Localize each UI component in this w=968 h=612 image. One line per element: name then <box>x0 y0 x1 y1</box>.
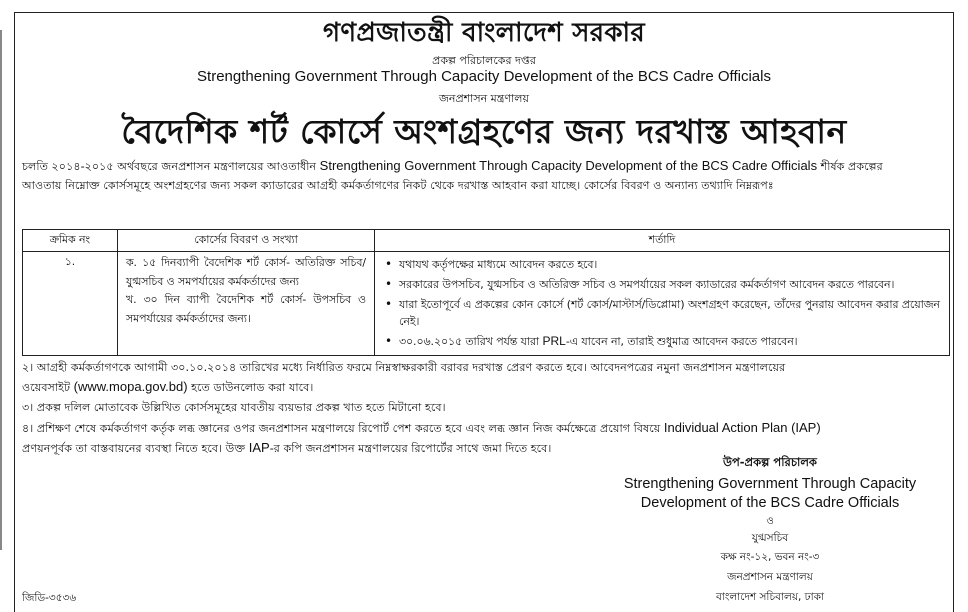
table-header-row <box>23 230 950 252</box>
signatory-secretariat: বাংলাদেশ সচিবালয়, ঢাকা <box>715 591 825 603</box>
serial-cell: ১. <box>23 252 118 356</box>
condition-text-end: -এ যাবেন না, তারাই শুধুমাত্র আবেদন করতে পারবেন। <box>565 335 798 348</box>
condition-text: ৩০.০৬.২০১৫ তারিখ পর্যন্ত যারা <box>399 335 543 348</box>
note-4-text: ৪। প্রশিক্ষণ শেষে কর্মকর্তাগণ কর্তৃক লব্ধ জ্ঞানের ওপর জনপ্রশাসন মন্ত্রণালয়ে রিপোর্ট পেশ করতে হবে এবং লব্ধ জ্ঞান নিজ কর্মক্ষেত্রে প্রয়োগ বিষয়ে <box>22 422 664 435</box>
note-4-text-en: Individual Action Plan (IAP) <box>663 420 821 435</box>
signatory-title: উপ-প্রকল্প পরিচালক <box>723 455 817 469</box>
note-4-text-2: প্রণয়নপূর্বক তা বাস্তবায়নের ব্যবস্থা নিতে হবে। উক্ত <box>22 442 249 455</box>
note-2-line-2 <box>22 377 950 397</box>
website-link: (www.mopa.gov.bd) <box>73 379 188 394</box>
condition-item: • যথাযথ কর্তৃপক্ষের মাধ্যমে আবেদন করতে হবে। <box>385 256 941 273</box>
office-name: প্রকল্প পরিচালকের দপ্তর <box>432 54 536 67</box>
course-cell <box>118 252 375 356</box>
intro-text-bn: চলতি ২০১৪-২০১৫ অর্থবছরে জনপ্রশাসন মন্ত্রণালয়ের আওতাধীন <box>22 160 320 173</box>
note-2 <box>22 358 950 397</box>
intro-text-bn-end: শীর্ষক প্রকল্পের <box>817 160 883 173</box>
signatory-room: কক্ষ নং-১২, ভবন নং-৩ <box>720 551 820 563</box>
table-row <box>23 252 950 356</box>
condition-item <box>385 333 941 350</box>
conditions-cell <box>375 252 950 356</box>
header-serial: ক্রমিক নং <box>23 230 118 252</box>
intro-line-2: আওতায় নিম্নোক্ত কোর্সসমূহে অংশগ্রহণের জন্য সকল ক্যাডারের আগ্রহী কর্মকর্তাগণের নিকট থেকে দরখাস্ত আহবান করা যাচ্ছে। কোর্সের বিবরণ ও অন্যান্য তথ্যাদি নিম্নরূপঃ <box>22 179 774 192</box>
signatory-and: ও <box>766 516 774 527</box>
signatory-designation: যুগ্মসচিব <box>751 532 789 544</box>
header-course: কোর্সের বিবরণ ও সংখ্যা <box>118 230 375 252</box>
note-4-line-1 <box>22 418 950 438</box>
note-2-line-1: ২। আগ্রহী কর্মকর্তাগণকে আগামী ৩০.১০.২০১৪ তারিখের মধ্যে নির্ধারিত ফরমে নিম্নস্বাক্ষরকারী বরাবর দরখাস্ত প্রেরণ করতে হবে। আবেদনপত্রের নমুনা জনপ্রশাসন মন্ত্রণালয়ের <box>22 361 786 374</box>
note-4-text-end: -র কপি জনপ্রশাসন মন্ত্রণালয়ের রিপোর্টের সাথে জমা দিতে হবে। <box>269 442 552 455</box>
note-3: ৩। প্রকল্প দলিল মোতাবেক উল্লিখিত কোর্সসমূহের যাবতীয় ব্যয়ভার প্রকল্প খাত হতে মিটানো হবে। <box>22 401 446 414</box>
condition-item: • যারা ইতোপূর্বে এ প্রকল্পের কোন কোর্সে (শর্ট কোর্স/মাস্টার্স/ডিপ্লোমা) অংশগ্রহণ করেছেন, তাঁদের পুনরায় আবেদন করার প্রয়োজন নেই। <box>385 296 941 330</box>
signatory-ministry: জনপ্রশাসন মন্ত্রণালয় <box>727 571 813 583</box>
signatory-project-line-2: Development of the BCS Cadre Officials <box>640 495 900 511</box>
intro-paragraph <box>22 156 950 195</box>
condition-text-en: PRL <box>542 334 566 348</box>
signatory-project-line-1: Strengthening Government Through Capacity <box>623 476 917 492</box>
course-b: খ. ৩০ দিন ব্যাপী বৈদেশিক শর্ট কোর্স- উপসচিব ও সমপর্যায়ের কর্মকর্তাদের জন্য। <box>126 293 366 325</box>
header-conditions: শর্তাদি <box>375 230 950 252</box>
intro-text-en: Strengthening Government Through Capacity Development of the BCS Cadre Officials <box>319 158 818 173</box>
note-4 <box>22 418 950 458</box>
note-2-text: ওয়েবসাইট <box>22 381 74 394</box>
government-title: গণপ্রজাতন্ত্রী বাংলাদেশ সরকার <box>323 18 645 48</box>
condition-item: • সরকারের উপসচিব, যুগ্মসচিব ও অতিরিক্ত সচিব ও সমপর্যায়ের সকল ক্যাডারের কর্মকর্তাগণ আবেদন করতে পারবেন। <box>385 276 941 293</box>
signatory-project <box>590 475 950 513</box>
gd-number: জিডি-৩৫৩৬ <box>22 592 77 604</box>
course-a: ক. ১৫ দিনব্যাপী বৈদেশিক শর্ট কোর্স- অতিরিক্ত সচিব/যুগ্মসচিব ও সমপর্যায়ের কর্মকর্তাদের জন্য <box>126 256 366 288</box>
note-4-iap: IAP <box>248 440 270 455</box>
ministry-name: জনপ্রশাসন মন্ত্রণালয় <box>439 92 529 105</box>
project-name: Strengthening Government Through Capacity Development of the BCS Cadre Officials <box>197 68 771 85</box>
note-2-text-end: হতে ডাউনলোড করা যাবে। <box>187 381 314 394</box>
course-table <box>22 229 950 356</box>
notice-headline: বৈদেশিক শর্ট কোর্সে অংশগ্রহণের জন্য দরখাস্ত আহবান <box>121 112 847 151</box>
intro-line-1 <box>22 156 950 176</box>
